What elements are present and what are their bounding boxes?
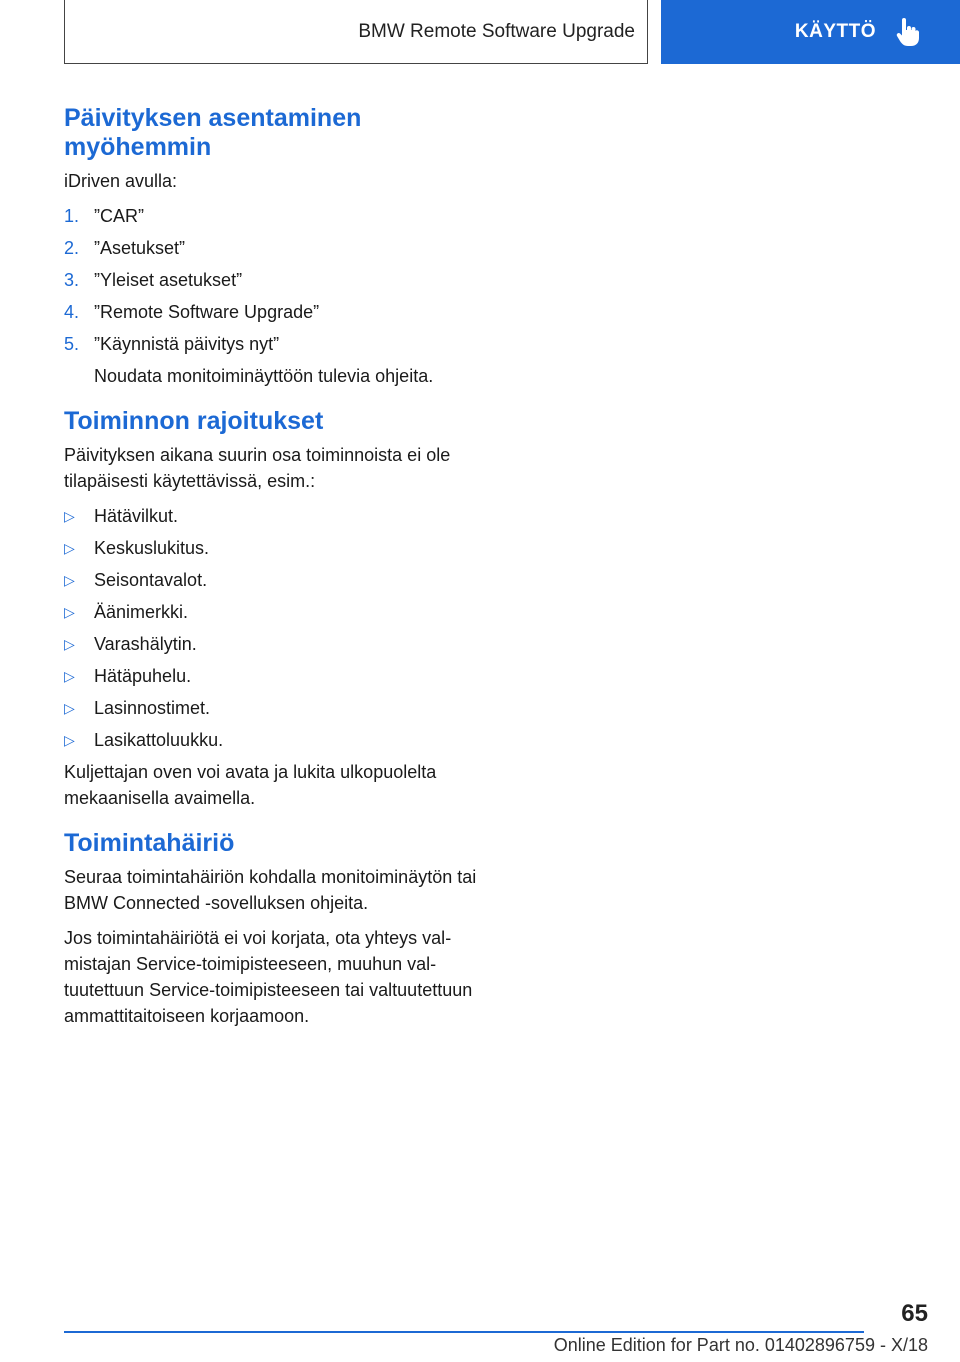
body-text: Jos toimintahäiriötä ei voi korjata, ota yhteys valmistajan Service-toimipisteeseen, muuhun valtuutettuun Service-toimipisteeseen tai valtuutettuun ammattitaitoiseen korjaamoon. [64,928,473,1026]
bullet-triangle-icon: ▷ [64,636,75,652]
bullet-triangle-icon: ▷ [64,668,75,684]
step-note: Noudata monitoiminäyttöön tulevia ohjeita. [94,366,434,386]
bullet-triangle-icon: ▷ [64,732,75,748]
restrictions-list [64,503,484,753]
step-number: 1. [64,206,80,226]
bullet-text: Lasikattoluukku. [94,730,224,750]
list-item [64,567,484,593]
pointing-hand-icon [896,18,920,46]
bullet-text: Lasinnostimet. [94,698,211,718]
section-tab[interactable] [661,0,960,64]
bullet-text: Hätävilkut. [94,506,179,526]
intro-text: Päivityksen aikana suurin osa toiminnoista ei ole tilapäisesti käytettävissä, esim.: [64,445,451,491]
section-install-later [64,104,484,389]
list-item [64,299,484,325]
section-title: Päivityksen asentaminen myöhemmin [64,104,362,161]
body-text: Kuljettajan oven voi avata ja lukita ulkopuolelta mekaanisella avaimella. [64,762,437,808]
body-text: Seuraa toimintahäiriön kohdalla monitoiminäytön tai BMW Connected -sovelluksen ohjeita. [64,867,477,913]
bullet-triangle-icon: ▷ [64,700,75,716]
bullet-triangle-icon: ▷ [64,572,75,588]
bullet-text: Keskuslukitus. [94,538,210,558]
step-text: ”Käynnistä päivitys nyt” [94,334,280,354]
bullet-text: Äänimerkki. [94,602,189,622]
list-item [64,331,484,389]
section-title: Toiminnon rajoitukset [64,407,324,435]
edition-text: Online Edition for Part no. 01402896759 - X/18 [553,1335,928,1355]
list-item [64,631,484,657]
step-text: ”Asetukset” [94,238,186,258]
bullet-triangle-icon: ▷ [64,604,75,620]
chapter-title: BMW Remote Software Upgrade [358,20,635,42]
list-item [64,235,484,261]
list-item [64,267,484,293]
list-item [64,727,484,753]
section-restrictions [64,407,484,811]
section-tab-label: KÄYTTÖ [794,21,876,42]
page-content [64,104,484,1038]
steps-list [64,203,484,389]
list-item [64,535,484,561]
step-text: ”Remote Software Upgrade” [94,302,320,322]
chapter-header [64,0,648,64]
step-number: 4. [64,302,80,322]
bullet-text: Varashälytin. [94,634,197,654]
footer-divider [64,1331,864,1333]
step-number: 3. [64,270,80,290]
list-item [64,695,484,721]
step-number: 5. [64,334,80,354]
bullet-triangle-icon: ▷ [64,540,75,556]
section-title: Toimintahäiriö [64,829,235,857]
list-item [64,599,484,625]
bullet-text: Hätäpuhelu. [94,666,192,686]
step-text: ”Yleiset asetukset” [94,270,243,290]
list-item [64,203,484,229]
step-number: 2. [64,238,80,258]
section-malfunction [64,829,484,1029]
bullet-triangle-icon: ▷ [64,508,75,524]
step-text: ”CAR” [94,206,144,226]
page-number: 65 [901,1300,928,1327]
list-item [64,503,484,529]
intro-text: iDriven avulla: [64,171,178,191]
list-item [64,663,484,689]
bullet-text: Seisontavalot. [94,570,208,590]
